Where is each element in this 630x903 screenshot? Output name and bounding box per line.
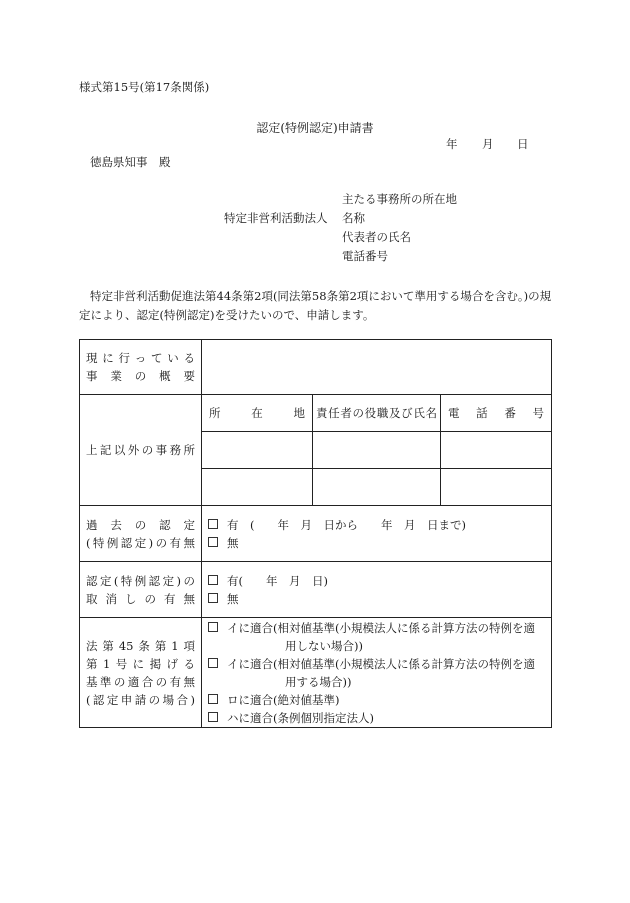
standard-compliance-row [80, 618, 552, 728]
office-manager-cell[interactable] [313, 469, 441, 506]
applicant-office-address-label: 主たる事務所の所在地 [342, 192, 457, 206]
past-certification-no-option[interactable]: 無 [208, 534, 551, 552]
absolute-standard-option[interactable]: ロに適合(絶対値基準) [208, 691, 551, 709]
checkbox-icon[interactable] [208, 593, 218, 603]
document-title: 認定(特例認定)申請書 [256, 121, 374, 135]
office-manager-cell[interactable] [313, 432, 441, 469]
checkbox-icon[interactable] [208, 694, 218, 704]
date-year-label: 年 [446, 137, 458, 151]
revocation-row [80, 562, 552, 618]
standard-compliance-label: 法第45条第1項 第1号に掲げる 基準の適合の有無 (認定申請の場合) [80, 618, 202, 728]
past-certification-row [80, 506, 552, 562]
standard-compliance-options [202, 618, 552, 728]
revocation-no-option[interactable]: 無 [208, 590, 551, 608]
checkbox-icon[interactable] [208, 712, 218, 722]
checkbox-icon[interactable] [208, 537, 218, 547]
past-certification-yes-option[interactable]: 有 ( 年 月 日から 年 月 日まで) [208, 516, 551, 534]
applicant-label: 特定非営利活動法人 [224, 211, 328, 225]
business-summary-field[interactable] [202, 340, 552, 395]
applicant-phone-label: 電話番号 [342, 249, 388, 263]
business-summary-label: 現に行っている 事業の概要 [80, 340, 202, 395]
revocation-yes-option[interactable]: 有( 年 月 日) [208, 572, 551, 590]
ordinance-designated-option[interactable]: ハに適合(条例個別指定法人) [208, 709, 551, 727]
checkbox-icon[interactable] [208, 519, 218, 529]
office-phone-cell[interactable] [441, 469, 552, 506]
relative-standard-exception-option[interactable]: イに適合(相対値基準(小規模法人に係る計算方法の特例を適 [208, 655, 551, 673]
addressee: 徳島県知事 殿 [90, 155, 171, 169]
applicant-representative-label: 代表者の氏名 [342, 230, 411, 244]
office-address-cell[interactable] [202, 432, 313, 469]
option-continuation: 用する場合)) [285, 674, 352, 689]
applicant-name-label: 名称 [342, 211, 365, 225]
other-offices-label: 上記以外の事務所 [80, 395, 202, 506]
date-month-label: 月 [482, 137, 494, 151]
office-manager-header: 責任者の役職及び氏名 [313, 395, 441, 432]
past-certification-options [202, 506, 552, 562]
business-summary-row [80, 340, 552, 395]
option-continuation: 用しない場合)) [285, 638, 363, 653]
application-table [79, 339, 552, 728]
application-statement: 特定非営利活動促進法第44条第2項(同法第58条第2項において準用する場合を含む。)の規定により、認定(特例認定)を受けたいので、申請します。 [79, 289, 552, 322]
other-offices-header-row [80, 395, 552, 432]
office-address-header: 所在地 [202, 395, 313, 432]
checkbox-icon[interactable] [208, 575, 218, 585]
checkbox-icon[interactable] [208, 658, 218, 668]
revocation-options [202, 562, 552, 618]
past-certification-label: 過去の認定 (特例認定)の有無 [80, 506, 202, 562]
office-phone-cell[interactable] [441, 432, 552, 469]
office-address-cell[interactable] [202, 469, 313, 506]
date-day-label: 日 [517, 137, 529, 151]
office-phone-header: 電話番号 [441, 395, 552, 432]
relative-standard-no-exception-option[interactable]: イに適合(相対値基準(小規模法人に係る計算方法の特例を適 [208, 619, 551, 637]
revocation-label: 認定(特例認定)の 取消しの有無 [80, 562, 202, 618]
checkbox-icon[interactable] [208, 622, 218, 632]
form-number: 様式第15号(第17条関係) [79, 80, 210, 94]
